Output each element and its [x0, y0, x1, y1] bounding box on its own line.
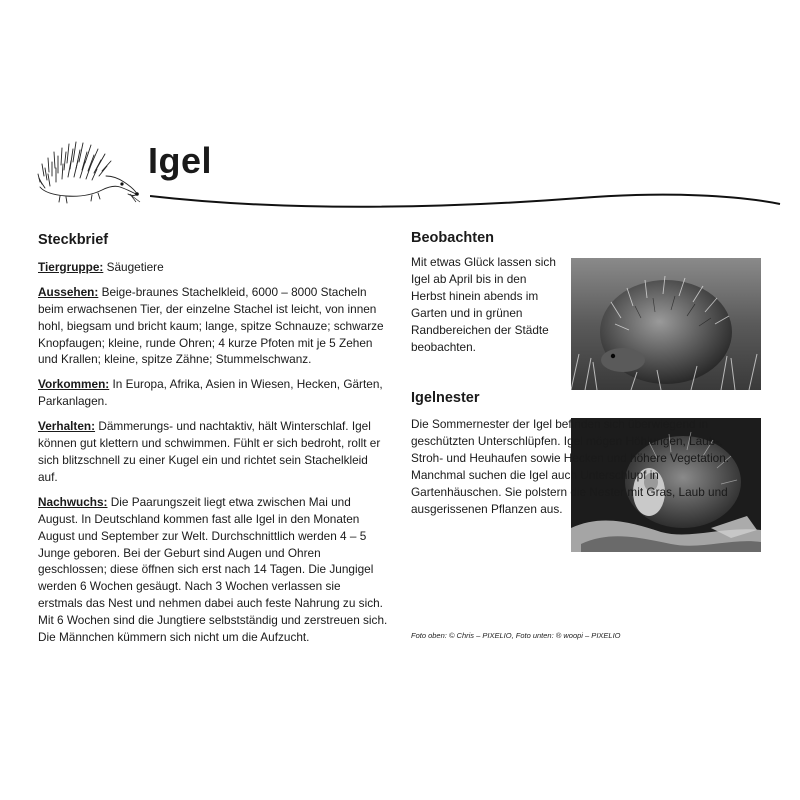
verhalten-text: Dämmerungs- und nachtaktiv, hält Winterschlaf. Igel können gut klettern und schwimmen. Fühlt er sich bedroht, rollt er sich blitzschnell zu einer Kugel ein und richtet sein Stachelkleid auf.	[38, 419, 381, 484]
nachwuchs-text: Die Paarungszeit liegt etwa zwischen Mai und August. In Deutschland kommen fast alle Igel in den Monaten August und September zur Welt. Durchschnittlich werden 4 – 5 Junge geboren. Bei der Geburt sind Augen und Ohren geschlossen; diese öffnen sich erst nach 14 Tagen. Die Jungigel werden 6 Wochen gesäugt. Nach 3 Wochen verlassen sie erstmals das Nest und nehmen dabei auch feste Nahrung zu sich. Mit 6 Wochen sind die Jungtiere selbstständig und zerstreuen sich. Die Männchen kümmern sich nicht um die Aufzucht.	[38, 494, 388, 645]
verhalten-label: Verhalten:	[38, 419, 96, 434]
title-underline-wave	[150, 184, 790, 214]
beobachten-text: Mit etwas Glück lassen sich Igel ab April bis in den Herbst hinein abends im Garten und in grünen Randbereichen der Städte beobachten.	[411, 255, 556, 354]
igelnester-heading: Igelnester	[411, 390, 480, 406]
hedgehog-sketch-icon	[36, 132, 142, 206]
beobachten-heading: Beobachten	[411, 230, 494, 246]
verhalten-paragraph	[38, 418, 388, 486]
vorkommen-paragraph	[38, 376, 388, 410]
photo-credit: Foto oben: © Chris – PIXELIO, Foto unten: ® woopi – PIXELIO	[411, 631, 621, 640]
tiergruppe-text: Säugetiere	[103, 259, 164, 274]
aussehen-label: Aussehen:	[38, 284, 99, 299]
steckbrief-section	[38, 232, 388, 654]
hedgehog-in-grass-photo	[571, 258, 761, 390]
nachwuchs-label: Nachwuchs:	[38, 494, 108, 509]
aussehen-paragraph	[38, 284, 388, 369]
vorkommen-text: In Europa, Afrika, Asien in Wiesen, Hecken, Gärten, Parkanlagen.	[38, 377, 383, 409]
aussehen-text: Beige-braunes Stachelkleid, 6000 – 8000 Stacheln beim erwachsenen Tier, der einzelne Stachel ist leicht, von innen hohl, biegsam und bricht kaum; lange, spitze Schnauze; schwarze Knopfaugen; kleine, runde Ohren; 4 kurze Pfoten mit je 5 Zehen und Krallen; kleine, spitze Zähne; Stummelschwanz.	[38, 284, 384, 367]
igelnester-text: Die Sommernester der Igel befinden sich überwiegend in geschützten Unterschlüpfen. Igel mögen Höhlungen, Laub-, Stroh- und Heuhaufen sowie Hecken und höhere Vegetation. Manchmal suchen die Igel auch Unterschlupf in Gartenhäuschen. Sie polstern die Nester mit Gras, Laub und ausgerissenen Pflanzen aus.	[411, 417, 730, 516]
tiergruppe-paragraph	[38, 259, 388, 276]
steckbrief-heading: Steckbrief	[38, 232, 109, 248]
nachwuchs-paragraph	[38, 494, 388, 646]
page-title: Igel	[148, 140, 213, 181]
vorkommen-label: Vorkommen:	[38, 377, 110, 392]
tiergruppe-label: Tiergruppe:	[38, 259, 104, 274]
